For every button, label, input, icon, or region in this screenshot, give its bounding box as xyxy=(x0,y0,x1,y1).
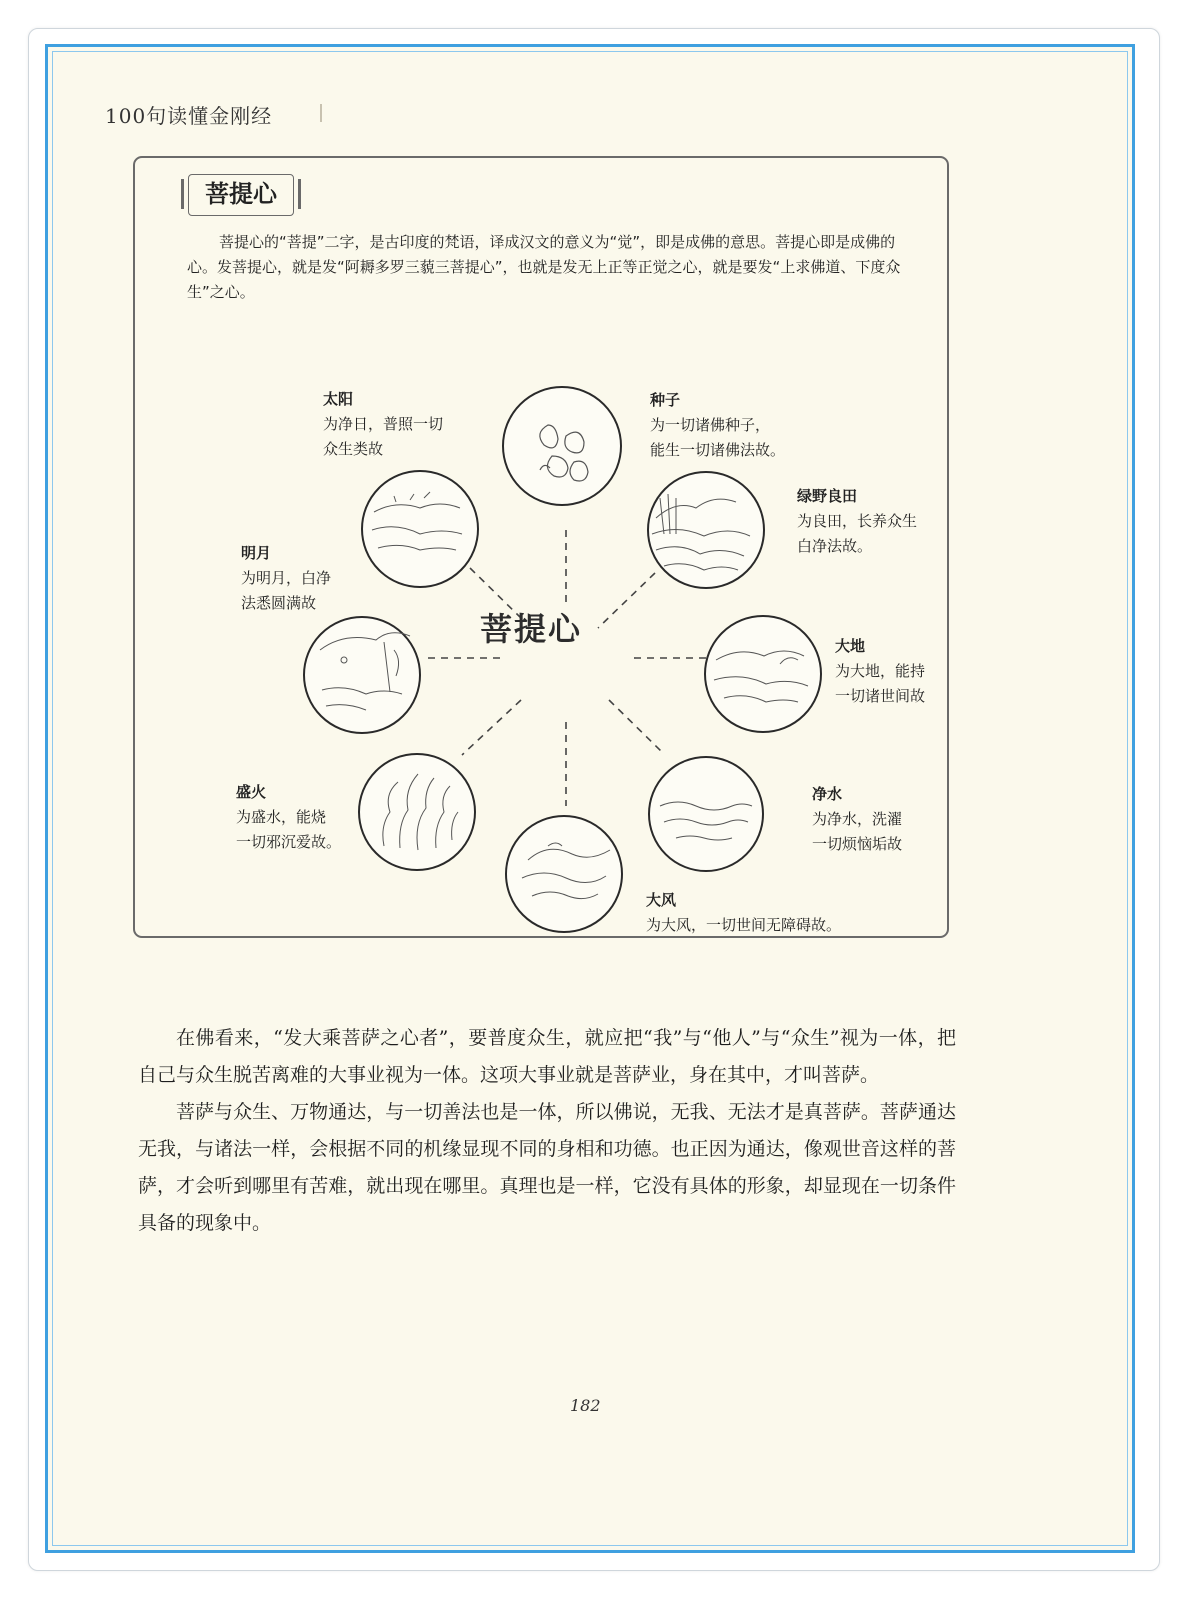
label-title: 太阳 xyxy=(323,390,354,408)
label-line: 为大风，一切世间无障碍故。 xyxy=(646,916,842,934)
body-paragraph: 在佛看来，“发大乘菩萨之心者”，要普度众生，就应把“我”与“他人”与“众生”视为一体，把自己与众生脱苦离难的大事业视为一体。这项大事业就是菩萨业，身在其中，才叫菩萨。 xyxy=(138,1027,956,1086)
label-line: 为净水，洗濯 xyxy=(812,810,903,828)
label-fire xyxy=(236,780,341,855)
running-head: 100句读懂金刚经 xyxy=(105,104,273,128)
label-line: 能生一切诸佛法故。 xyxy=(650,441,786,459)
panel-title: 菩提心 xyxy=(188,174,294,216)
label-line: 众生类故 xyxy=(323,440,384,458)
label-line: 为净日，普照一切 xyxy=(323,415,444,433)
label-line: 为盛水，能烧 xyxy=(236,808,327,826)
label-field xyxy=(797,484,917,559)
diagram-center-label: 菩提心 xyxy=(480,610,583,648)
seed-illustration xyxy=(503,387,621,505)
field-illustration xyxy=(648,472,764,588)
water-illustration xyxy=(649,757,763,871)
earth-illustration xyxy=(705,616,821,732)
label-earth xyxy=(835,634,925,709)
label-line: 一切邪沉爱故。 xyxy=(236,833,342,851)
label-line: 为大地，能持 xyxy=(835,662,926,680)
label-moon xyxy=(241,541,331,616)
label-title: 大风 xyxy=(646,891,677,909)
panel-intro: 菩提心的“菩提”二字，是古印度的梵语，译成汉文的意义为“觉”，即是成佛的意思。菩提心即是成佛的心。发菩提心，就是发“阿耨多罗三藐三菩提心”，也就是发无上正等正觉之心，就是要发“上求佛道、下度众生”之心。 xyxy=(187,233,901,301)
label-line: 为明月，白净 xyxy=(241,569,332,587)
label-title: 绿野良田 xyxy=(797,487,858,505)
label-line: 白净法故。 xyxy=(797,537,873,555)
label-wind xyxy=(646,888,841,938)
label-title: 盛火 xyxy=(236,783,267,801)
label-title: 明月 xyxy=(241,544,272,562)
fire-illustration xyxy=(359,754,475,870)
body-text xyxy=(138,1020,956,1242)
label-title: 种子 xyxy=(650,391,681,409)
label-line: 为一切诸佛种子， xyxy=(650,416,771,434)
label-line: 一切烦恼垢故 xyxy=(812,835,903,853)
sun-illustration xyxy=(362,471,478,587)
label-line: 为良田，长养众生 xyxy=(797,512,918,530)
page-number: 182 xyxy=(570,1396,601,1415)
body-paragraph: 菩萨与众生、万物通达，与一切善法也是一体，所以佛说，无我、无法才是真菩萨。菩萨通达无我，与诸法一样，会根据不同的机缘显现不同的身相和功德。也正因为通达，像观世音这样的菩萨，才会听到哪里有苦难，就出现在哪里。真理也是一样，它没有具体的形象，却显现在一切条件具备的现象中。 xyxy=(138,1101,956,1234)
label-title: 净水 xyxy=(812,785,843,803)
label-line: 法悉圆满故 xyxy=(241,594,317,612)
label-water xyxy=(812,782,902,857)
wind-illustration xyxy=(506,816,622,932)
label-line: 一切诸世间故 xyxy=(835,687,926,705)
label-title: 大地 xyxy=(835,637,866,655)
moon-illustration xyxy=(304,617,420,733)
label-sun xyxy=(323,387,443,462)
label-seed xyxy=(650,388,785,463)
